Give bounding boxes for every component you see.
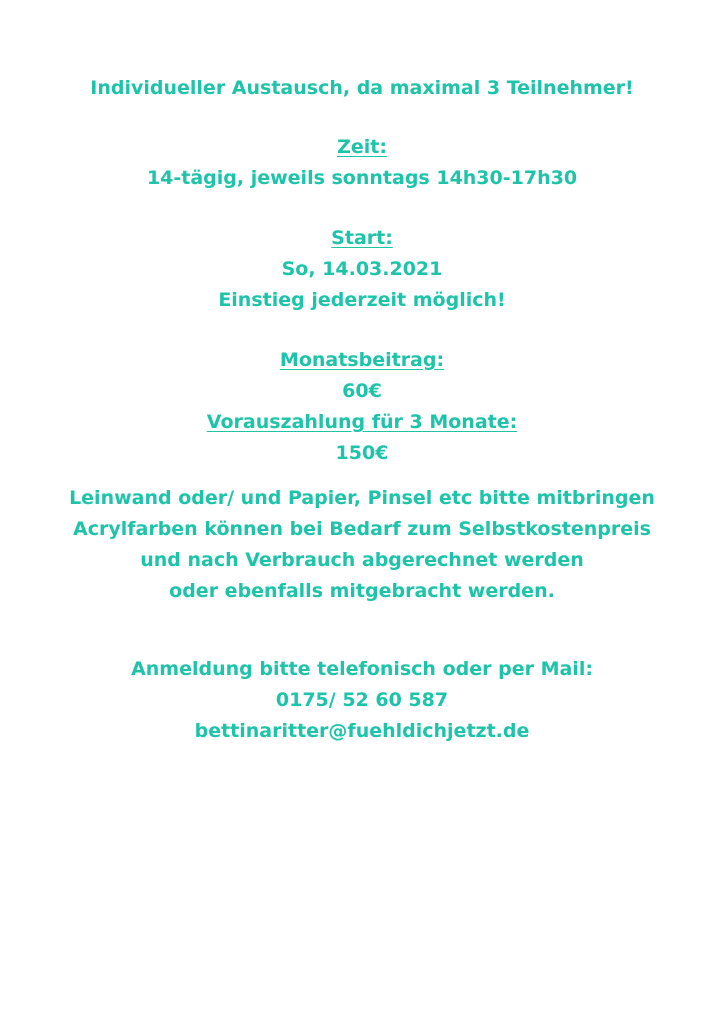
contact-email: bettinaritter@fuehldichjetzt.de xyxy=(194,720,530,742)
contact-heading: Anmeldung bitte telefonisch oder per Mail: xyxy=(131,658,593,680)
intro-text: Individueller Austausch, da maximal 3 Teilnehmer! xyxy=(90,77,634,99)
start-heading: Start: xyxy=(331,227,393,249)
materials-line: und nach Verbrauch abgerechnet werden xyxy=(140,549,584,571)
monthly-fee-heading: Monatsbeitrag: xyxy=(279,349,445,371)
materials-line: Acrylfarben können bei Bedarf zum Selbstkostenpreis xyxy=(73,518,651,540)
materials-line: oder ebenfalls mitgebracht werden. xyxy=(169,580,555,602)
materials-line: Leinwand oder/ und Papier, Pinsel etc bitte mitbringen xyxy=(69,487,655,509)
prepayment-heading: Vorauszahlung für 3 Monate: xyxy=(206,411,518,433)
contact-phone: 0175/ 52 60 587 xyxy=(275,689,449,711)
prepayment-value: 150€ xyxy=(335,442,389,464)
start-note: Einstieg jederzeit möglich! xyxy=(218,289,506,311)
zeit-heading: Zeit: xyxy=(337,136,387,158)
zeit-value: 14-tägig, jeweils sonntags 14h30-17h30 xyxy=(146,167,578,189)
start-date: So, 14.03.2021 xyxy=(281,258,443,280)
monthly-fee-value: 60€ xyxy=(342,380,382,402)
